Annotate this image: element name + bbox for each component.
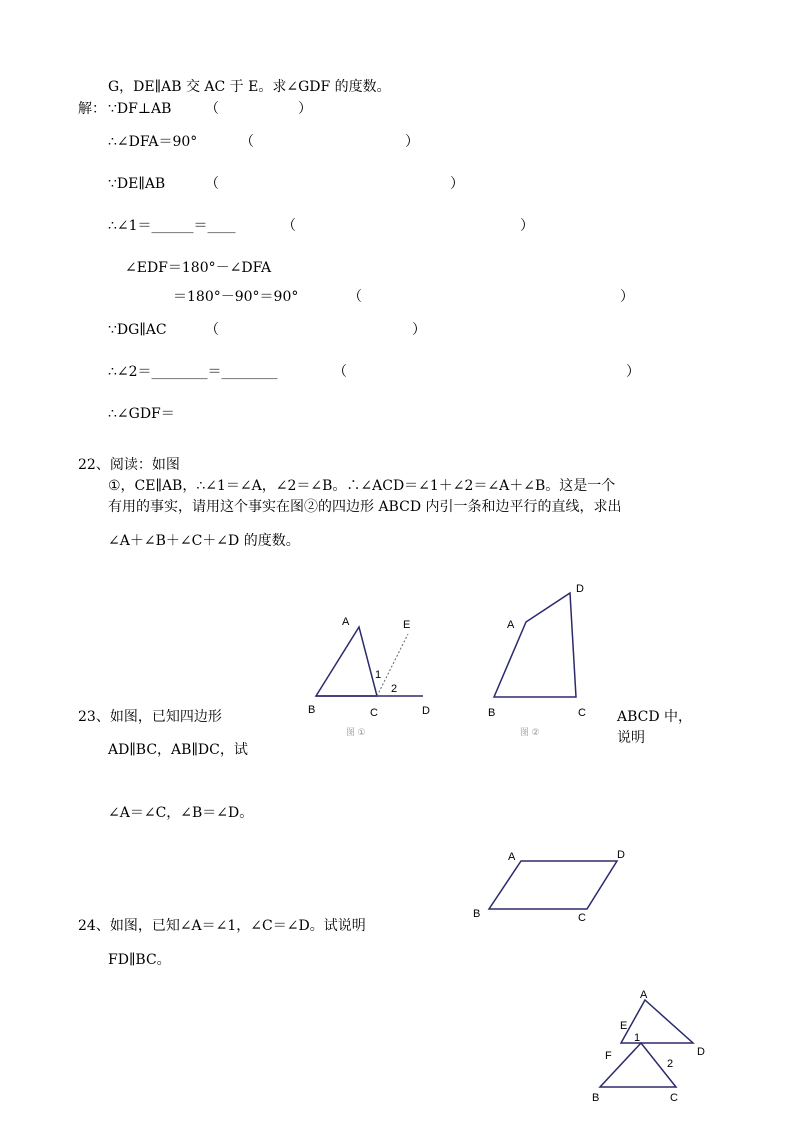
figure-24-triangles — [585, 985, 715, 1105]
p21-line-5: ∠EDF＝180°－∠DFA — [125, 260, 272, 276]
fig2-caption: 图 ② — [520, 727, 540, 737]
fig24-triangle-ad — [621, 1000, 693, 1043]
p21-paren-open-1: （ — [205, 101, 219, 117]
p21-paren-close-3: ） — [450, 176, 464, 192]
p21-line-8: ∴∠2＝________＝________ — [108, 364, 278, 380]
p21-line-2: ∴∠DFA＝90° — [108, 134, 198, 150]
p22-line-1: ①，CE∥AB，∴∠1＝∠A，∠2＝∠B。∴∠ACD＝∠1＋∠2＝∠A＋∠B。这是一个 — [108, 478, 616, 494]
p24-line-2: FD∥BC。 — [108, 952, 171, 968]
p24-line-1: 24、如图，已知∠A＝∠1，∠C＝∠D。试说明 — [78, 918, 366, 934]
p21-line-1: ∵DF⊥AB — [108, 101, 172, 117]
fig24-label-f: F — [605, 1050, 612, 1062]
p21-line-9: ∴∠GDF＝ — [108, 406, 175, 422]
fig24-label-d: D — [697, 1046, 705, 1058]
p23-line-3: ∠A＝∠C，∠B＝∠D。 — [108, 805, 254, 821]
p21-paren-close-8: ） — [626, 364, 640, 380]
fig1-label-b: B — [308, 704, 316, 716]
fig1-caption: 图 ① — [346, 727, 366, 737]
p21-paren-open-7: （ — [205, 322, 219, 338]
p22-line-2: 有用的事实，请用这个事实在图②的四边形 ABCD 内引一条和边平行的直线，求出 — [108, 499, 622, 515]
p23-line-1: 23、如图，已知四边形 — [78, 709, 222, 725]
p21-paren-close-7: ） — [412, 322, 426, 338]
p21-paren-close-6: ） — [620, 289, 634, 305]
fig24-label-b: B — [592, 1092, 600, 1104]
p22-line-3: ∠A＋∠B＋∠C＋∠D 的度数。 — [108, 533, 300, 549]
fig1-triangle-abc — [316, 627, 377, 696]
p21-line-6: ＝180°－90°＝90° — [173, 289, 299, 305]
fig23-label-d: D — [617, 849, 625, 861]
figure-2-quadrilateral — [480, 578, 600, 743]
fig1-label-e: E — [403, 619, 411, 631]
fig2-quadrilateral-abcd — [494, 593, 576, 697]
p23-line-2: AD∥BC，AB∥DC，试 — [108, 742, 248, 758]
p23-line-1-tail2: 说明 — [617, 730, 645, 746]
p21-paren-close-2: ） — [405, 134, 419, 150]
p21-paren-open-8: （ — [333, 364, 347, 380]
p21-line-4: ∴∠1＝______＝____ — [108, 218, 236, 234]
fig1-label-d: D — [422, 705, 430, 717]
fig1-label-a: A — [342, 616, 350, 628]
p23-line-1-tail: ABCD 中， — [617, 709, 693, 725]
fig23-label-a: A — [508, 851, 516, 863]
fig23-label-b: B — [473, 908, 481, 920]
fig24-label-c: C — [670, 1092, 678, 1104]
figure-1-triangle — [300, 610, 450, 745]
p21-paren-open-4: （ — [282, 218, 296, 234]
fig24-label-e: E — [620, 1020, 628, 1032]
p21-paren-open-3: （ — [205, 176, 219, 192]
p21-line-3: ∵DE∥AB — [108, 176, 166, 192]
fig2-label-c: C — [578, 707, 586, 719]
fig24-angle-1: 1 — [634, 1032, 641, 1044]
p21-paren-open-2: （ — [240, 134, 254, 150]
fig1-angle-2: 2 — [391, 683, 398, 695]
fig24-label-a: A — [640, 989, 648, 1001]
fig2-label-b: B — [488, 707, 496, 719]
p22-heading: 22、阅读：如图 — [78, 457, 180, 473]
p21-paren-open-6: （ — [348, 289, 362, 305]
fig1-label-c: C — [370, 707, 378, 719]
fig2-label-a: A — [507, 619, 515, 631]
p21-paren-close-1: ） — [298, 101, 312, 117]
p21-line-7: ∵DG∥AC — [108, 322, 167, 338]
fig24-angle-2: 2 — [667, 1058, 674, 1070]
p21-paren-close-4: ） — [520, 218, 534, 234]
fig23-parallelogram-abcd — [489, 861, 617, 909]
p21-intro: G，DE∥AB 交 AC 于 E。求∠GDF 的度数。 — [108, 79, 391, 95]
p21-solution-label: 解： — [78, 101, 106, 117]
fig23-label-c: C — [578, 912, 586, 924]
fig2-label-d: D — [576, 583, 584, 595]
fig1-angle-1: 1 — [375, 669, 382, 681]
figure-23-parallelogram — [470, 845, 635, 925]
